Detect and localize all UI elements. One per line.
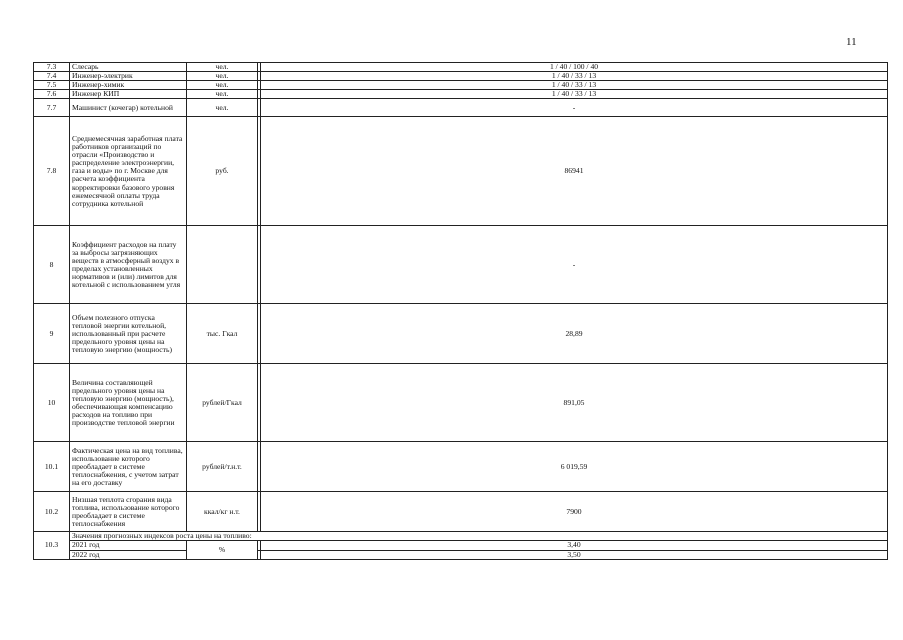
table-row (34, 492, 888, 532)
row-value: 1 / 40 / 33 / 13 (261, 81, 888, 90)
row-unit: тыс. Гкал (187, 304, 258, 364)
year-value: 3,40 (261, 541, 888, 550)
row-name: Инженер-электрик (70, 72, 187, 81)
row-name: Коэффициент расходов на плату за выбросы загрязняющих веществ в атмосферный воздух в пределах установленных нормативов и (или) лимитов для котельной с использованием угля (70, 226, 187, 304)
page-number: 11 (846, 36, 857, 48)
row-value: - (261, 226, 888, 304)
row-unit: % (187, 541, 258, 559)
row-unit: чел. (187, 99, 258, 117)
row-unit: чел. (187, 72, 258, 81)
row-name: Фактическая цена на вид топлива, использование которого преобладает в системе теплоснабжения, с учетом затрат на его доставку (70, 442, 187, 492)
row-number: 10.2 (34, 492, 70, 532)
row-number: 10.1 (34, 442, 70, 492)
row-name: Слесарь (70, 63, 187, 72)
row-name: Инженер-химик (70, 81, 187, 90)
row-number: 7.5 (34, 81, 70, 90)
row-name: Машинист (кочегар) котельной (70, 99, 187, 117)
row-unit: ккал/кг н.т. (187, 492, 258, 532)
table-row (34, 541, 888, 550)
table-row (34, 550, 888, 559)
row-number: 8 (34, 226, 70, 304)
tariff-parameters-table (33, 62, 888, 560)
row-value: 1 / 40 / 33 / 13 (261, 90, 888, 99)
row-name: Инженер КИП (70, 90, 187, 99)
row-name: Величина составляющей предельного уровня цены на тепловую энергию (мощность), обеспечивающая компенсацию расходов на топливо при производстве тепловой энергии (70, 364, 187, 442)
row-number: 7.8 (34, 117, 70, 226)
year-label: 2022 год (70, 550, 187, 559)
table-row (34, 63, 888, 72)
row-name: Среднемесячная заработная плата работников организаций по отрасли «Производство и распределение электроэнергии, газа и воды» по г. Москве для расчета коэффициента корректировки базового уровня ежемесячной оплаты труда сотрудника котельной (70, 117, 187, 226)
row-number: 7.7 (34, 99, 70, 117)
row-unit (187, 226, 258, 304)
row-unit: чел. (187, 81, 258, 90)
row-number: 10.3 (34, 532, 70, 559)
row-value: 1 / 40 / 33 / 13 (261, 72, 888, 81)
row-number: 7.6 (34, 90, 70, 99)
row-unit: руб. (187, 117, 258, 226)
table-row (34, 442, 888, 492)
year-value: 3,50 (261, 550, 888, 559)
table-row (34, 532, 888, 541)
row-number: 9 (34, 304, 70, 364)
table-row (34, 81, 888, 90)
row-unit: рублей/т.н.т. (187, 442, 258, 492)
table-row (34, 99, 888, 117)
row-value: 891,05 (261, 364, 888, 442)
row-value: 1 / 40 / 100 / 40 (261, 63, 888, 72)
row-value: 7900 (261, 492, 888, 532)
row-value: 86941 (261, 117, 888, 226)
fuel-index-header: Значения прогнозных индексов роста цены на топливо: (70, 532, 888, 541)
table-row (34, 117, 888, 226)
table-row (34, 72, 888, 81)
row-number: 10 (34, 364, 70, 442)
row-number: 7.3 (34, 63, 70, 72)
row-unit: чел. (187, 63, 258, 72)
row-unit: чел. (187, 90, 258, 99)
row-value: 6 019,59 (261, 442, 888, 492)
row-name: Объем полезного отпуска тепловой энергии котельной, использованный при расчете предельного уровня цены на тепловую энергию (мощность) (70, 304, 187, 364)
row-value: - (261, 99, 888, 117)
row-unit: рублей/Гкал (187, 364, 258, 442)
table-row (34, 226, 888, 304)
row-number: 7.4 (34, 72, 70, 81)
table-row (34, 364, 888, 442)
table-row (34, 304, 888, 364)
table-row (34, 90, 888, 99)
row-name: Низшая теплота сгорания вида топлива, использование которого преобладает в системе теплоснабжения (70, 492, 187, 532)
row-value: 28,89 (261, 304, 888, 364)
year-label: 2021 год (70, 541, 187, 550)
